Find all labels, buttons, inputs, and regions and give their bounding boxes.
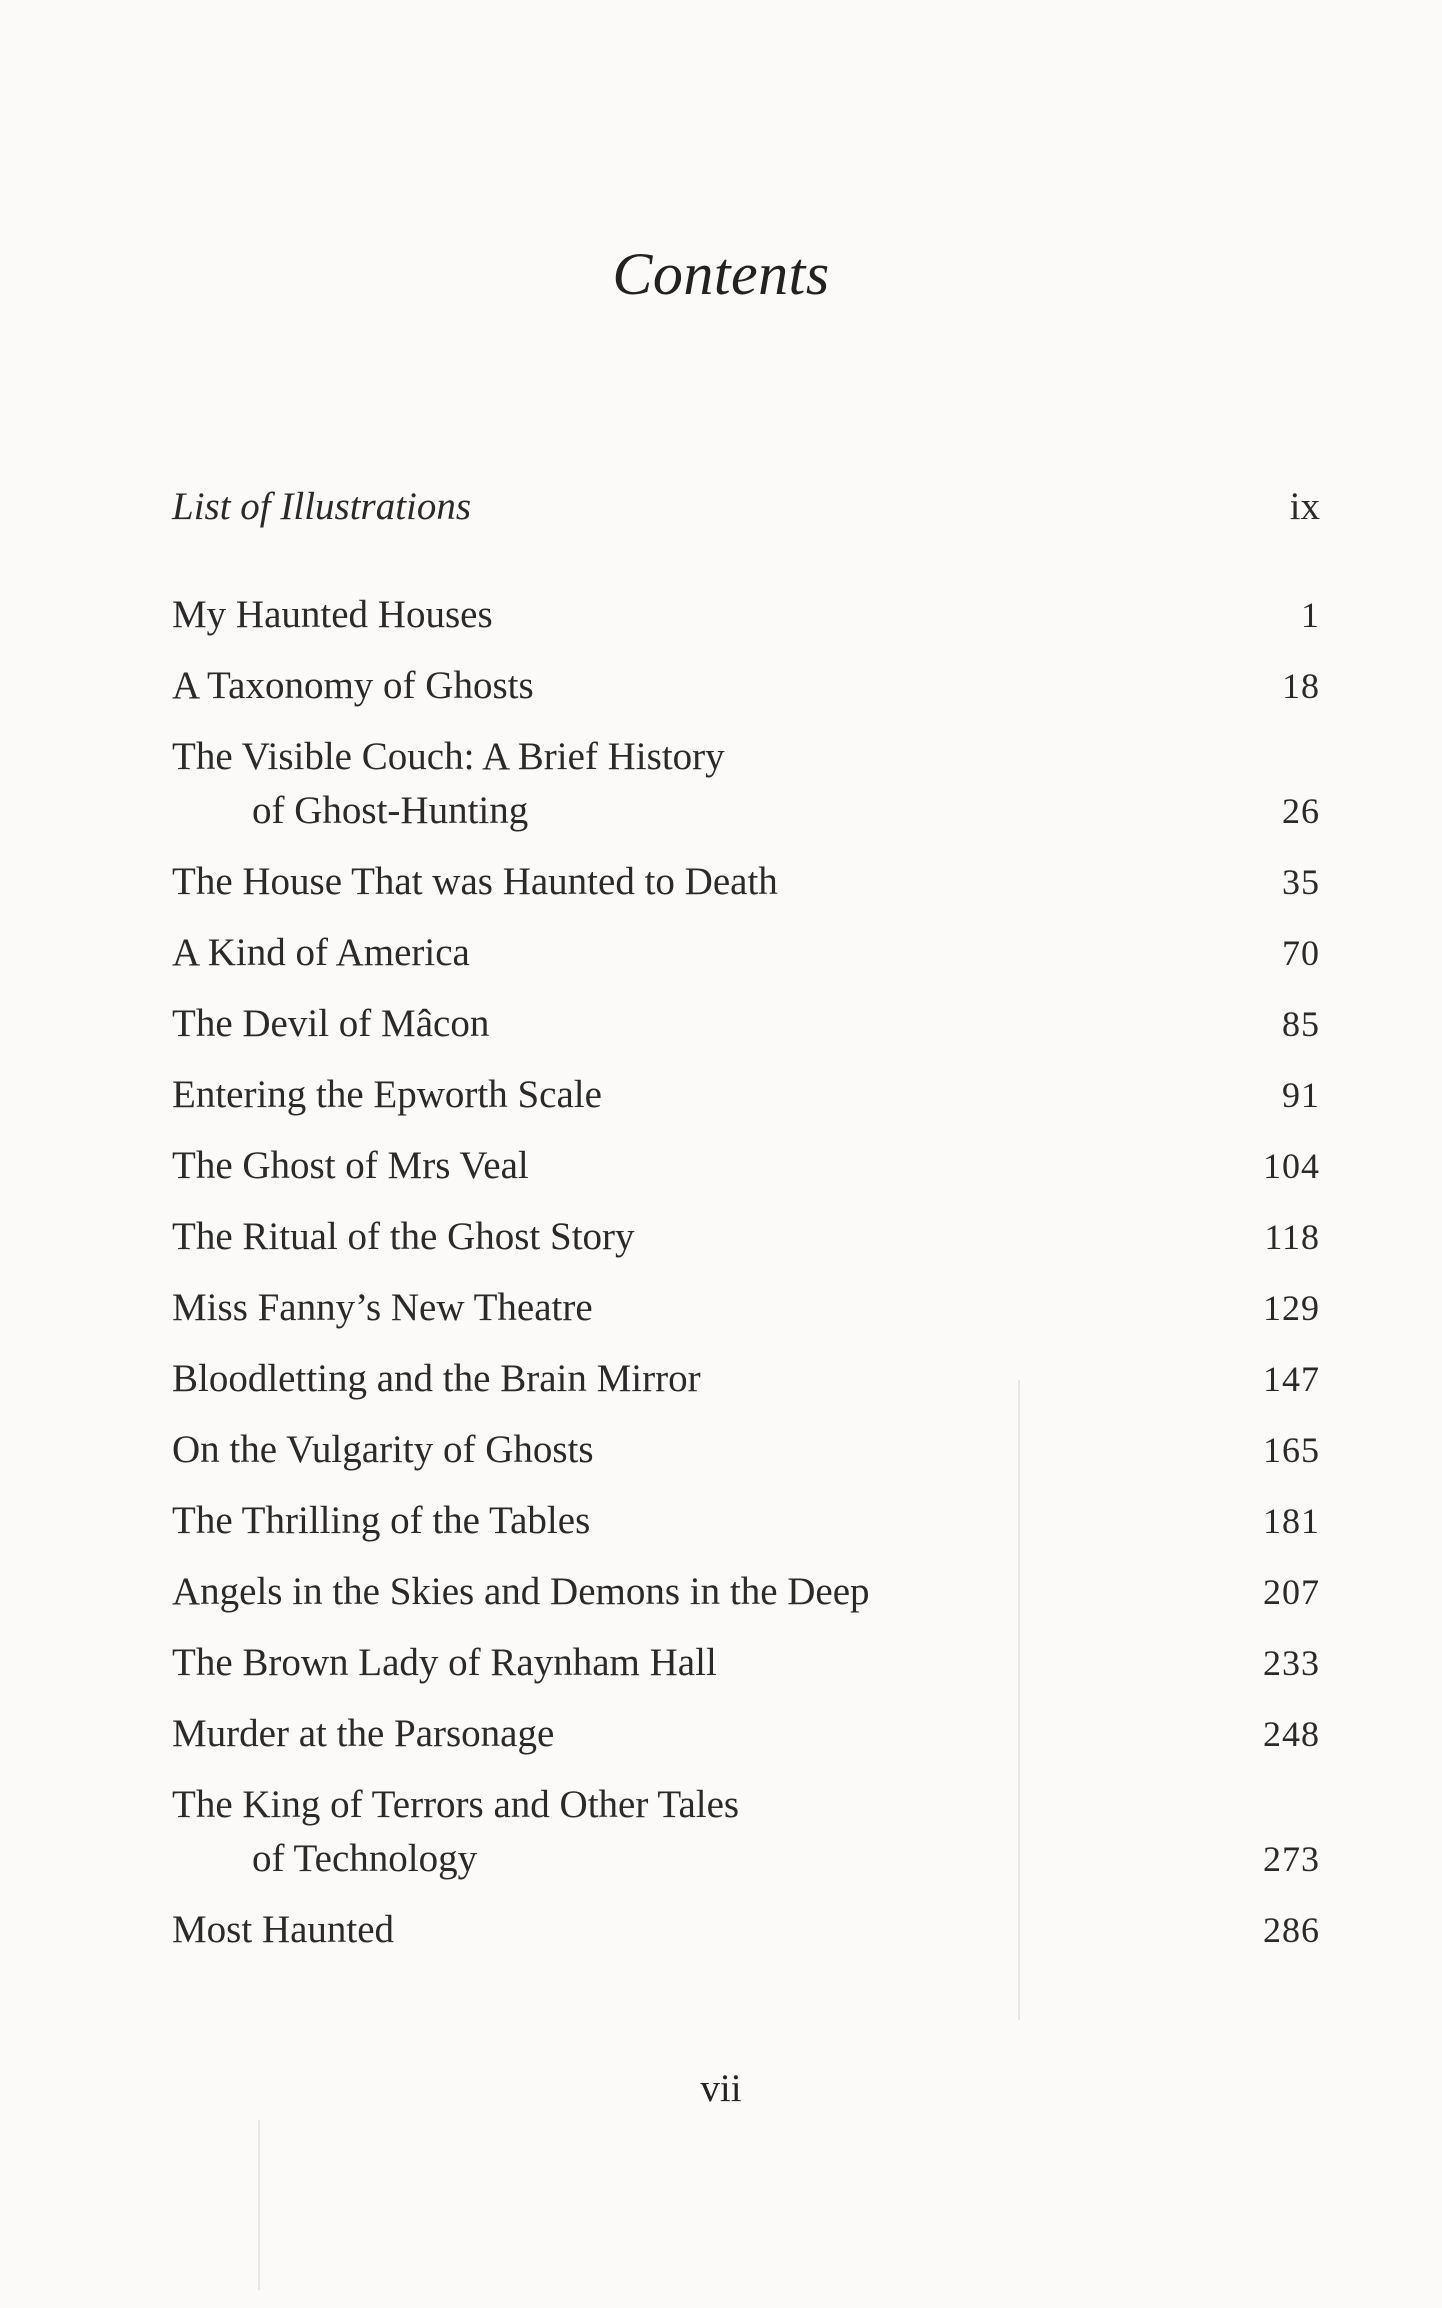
toc-entry-page-number: 273 [1263, 1839, 1320, 1879]
toc-entry-title [172, 1139, 1260, 1193]
toc-entry [172, 1565, 1320, 1619]
toc-entry-title-line: Most Haunted [172, 1908, 395, 1951]
toc-entry-title-line: The Visible Couch: A Brief History [172, 735, 725, 778]
toc-entry [172, 1707, 1320, 1761]
page-number: vii [700, 2067, 742, 2110]
toc-entry [172, 1210, 1320, 1264]
toc-entry-title-line: The Thrilling of the Tables [172, 1499, 591, 1542]
page-title: Contents [612, 241, 830, 307]
table-of-contents [172, 588, 1320, 1974]
toc-entry [172, 1352, 1320, 1406]
toc-entry-title [172, 926, 1260, 980]
toc-entry [172, 1903, 1320, 1957]
toc-entry-page-number: 147 [1263, 1359, 1320, 1399]
toc-entry-title [172, 1068, 1260, 1122]
toc-entry-title [172, 1707, 1260, 1761]
toc-entry-title [172, 730, 1260, 838]
toc-entry-title [172, 1423, 1260, 1477]
toc-entry [172, 926, 1320, 980]
toc-entry-title-line: Murder at the Parsonage [172, 1712, 555, 1755]
toc-entry [172, 1068, 1320, 1122]
toc-entry-title-line: On the Vulgarity of Ghosts [172, 1428, 594, 1471]
toc-entry-title-continuation: of Ghost-Hunting [252, 789, 529, 832]
toc-entry [172, 855, 1320, 909]
toc-entry [172, 997, 1320, 1051]
toc-entry-title-line: The Ghost of Mrs Veal [172, 1144, 529, 1187]
toc-entry [172, 1423, 1320, 1477]
toc-entry [172, 588, 1320, 642]
toc-entry-page-number: 35 [1282, 862, 1320, 902]
toc-entry-title-line: Entering the Epworth Scale [172, 1073, 602, 1116]
toc-entry-title-line: The Ritual of the Ghost Story [172, 1215, 635, 1258]
toc-entry-title [172, 1494, 1260, 1548]
toc-entry-title [172, 1210, 1260, 1264]
toc-entry-page-number: 70 [1282, 933, 1320, 973]
scan-streak [258, 2120, 260, 2290]
toc-entry-title-line: The Brown Lady of Raynham Hall [172, 1641, 717, 1684]
toc-entry-title-line: The King of Terrors and Other Tales [172, 1783, 740, 1826]
toc-entry-title-line: Miss Fanny’s New Theatre [172, 1286, 593, 1329]
toc-entry-title-line: A Taxonomy of Ghosts [172, 664, 534, 707]
toc-entry-title-line: The Devil of Mâcon [172, 1002, 490, 1045]
toc-entry-page-number: 104 [1263, 1146, 1320, 1186]
toc-entry-title [172, 1636, 1260, 1690]
toc-entry-title-line: Bloodletting and the Brain Mirror [172, 1357, 701, 1400]
toc-entry-title-line: A Kind of America [172, 931, 470, 974]
toc-entry-title-line: The House That was Haunted to Death [172, 860, 778, 903]
toc-entry-title [172, 1565, 1260, 1619]
list-of-illustrations-page: ix [1289, 485, 1320, 528]
toc-entry-page-number: 85 [1282, 1004, 1320, 1044]
toc-entry-page-number: 165 [1263, 1430, 1320, 1470]
toc-entry-page-number: 248 [1263, 1714, 1320, 1754]
toc-entry-title [172, 855, 1260, 909]
toc-entry-title-continuation: of Technology [252, 1837, 478, 1880]
toc-entry-page-number: 286 [1263, 1910, 1320, 1950]
toc-entry-title [172, 588, 1260, 642]
toc-entry [172, 1636, 1320, 1690]
toc-entry-page-number: 207 [1263, 1572, 1320, 1612]
toc-entry-title [172, 1352, 1260, 1406]
toc-entry-title [172, 1903, 1260, 1957]
toc-entry-page-number: 118 [1264, 1217, 1320, 1257]
toc-entry-page-number: 181 [1263, 1501, 1320, 1541]
toc-entry-title [172, 1778, 1260, 1886]
toc-entry-page-number: 91 [1282, 1075, 1320, 1115]
toc-entry [172, 1139, 1320, 1193]
toc-entry-page-number: 18 [1282, 666, 1320, 706]
toc-entry-title-line: My Haunted Houses [172, 593, 493, 636]
toc-entry-page-number: 233 [1263, 1643, 1320, 1683]
toc-entry-title [172, 997, 1260, 1051]
toc-entry [172, 659, 1320, 713]
toc-entry-title [172, 659, 1260, 713]
toc-entry [172, 1778, 1320, 1886]
toc-entry-page-number: 1 [1301, 595, 1320, 635]
list-of-illustrations-row [172, 484, 1320, 529]
toc-entry-page-number: 129 [1263, 1288, 1320, 1328]
toc-entry [172, 1494, 1320, 1548]
toc-entry-title [172, 1281, 1260, 1335]
toc-entry-page-number: 26 [1282, 791, 1320, 831]
toc-entry [172, 730, 1320, 838]
list-of-illustrations-label: List of Illustrations [172, 485, 472, 528]
toc-entry [172, 1281, 1320, 1335]
toc-entry-title-line: Angels in the Skies and Demons in the Deep [172, 1570, 870, 1613]
